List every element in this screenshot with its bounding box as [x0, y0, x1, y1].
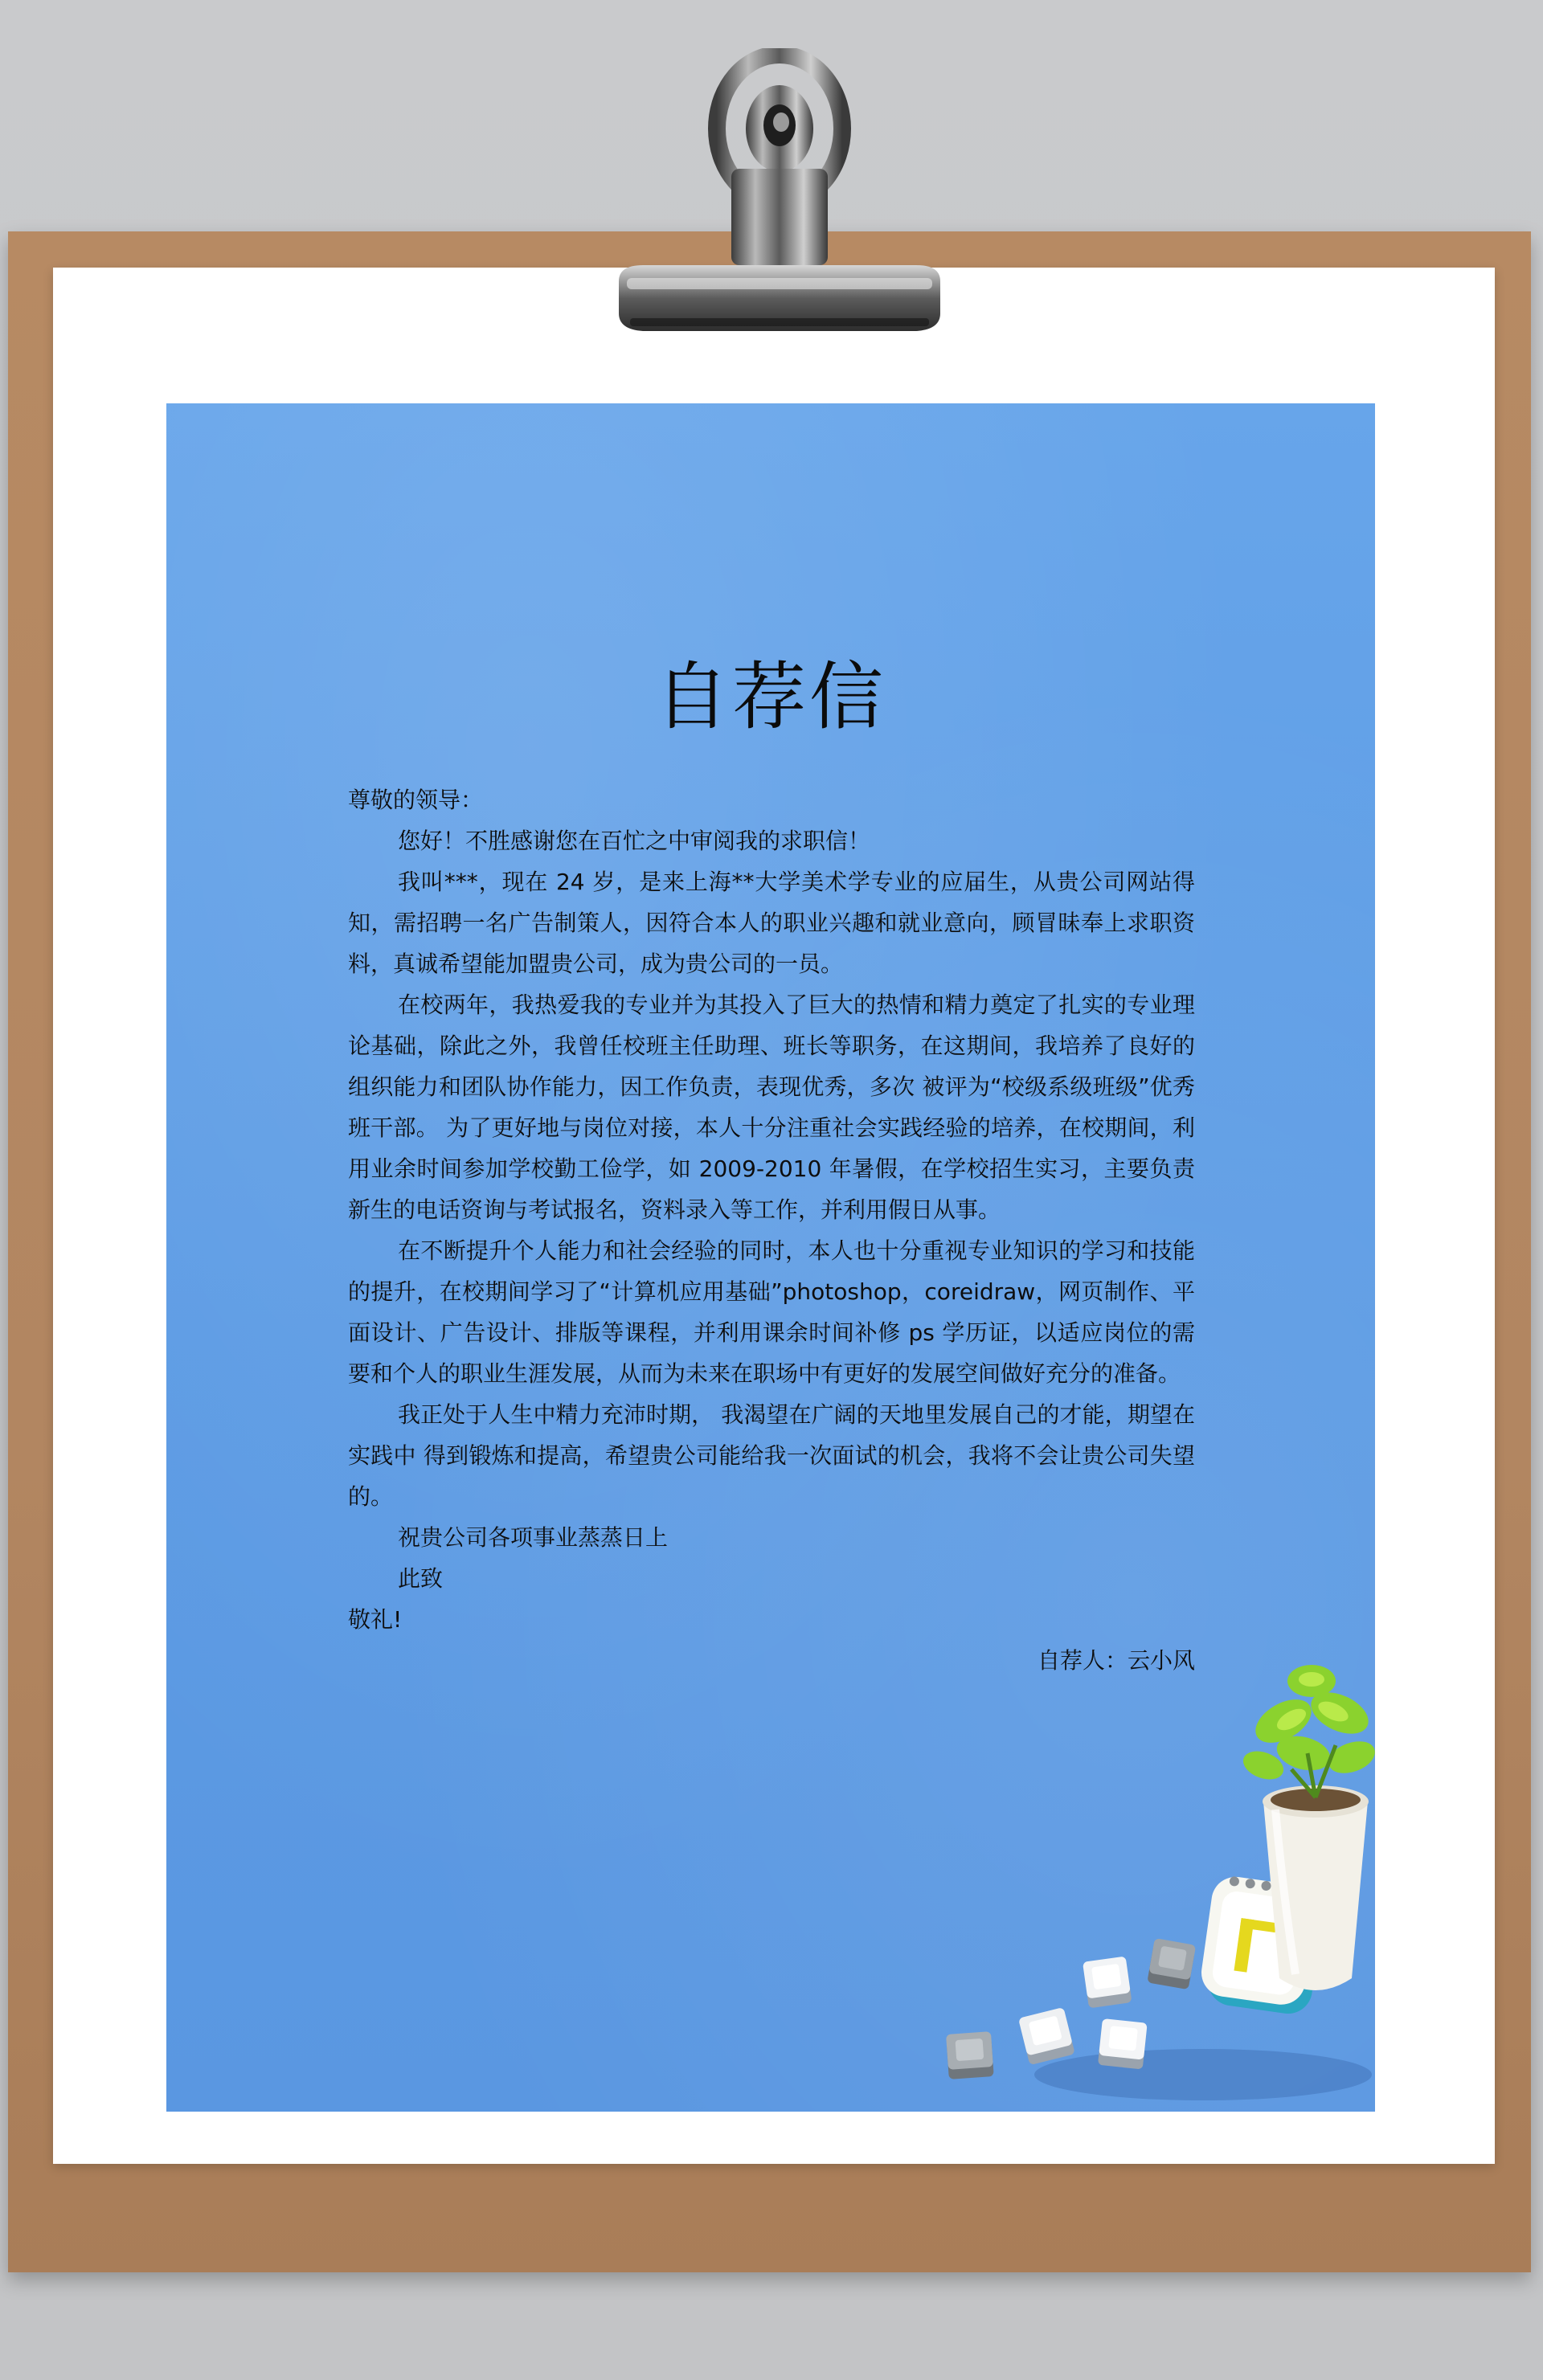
- binder-clip-icon: [611, 48, 948, 354]
- letter-closing: 敬礼!: [348, 1606, 403, 1633]
- letter-title: 自荐信: [654, 654, 886, 740]
- letter-signature: 自荐人：云小风: [1037, 1647, 1195, 1674]
- letter-paragraph: 您好！不胜感谢您在百忙之中审阅我的求职信！: [398, 828, 871, 854]
- letter-paragraph: 我正处于人生中精力充沛时期， 我渴望在广阔的天地里发展自己的才能，期望在实践中 得到锻炼和提高，希望贵公司能给我一次面试的机会，我将不会让贵公司失望的。: [348, 1401, 1195, 1510]
- letter-body: [348, 779, 1195, 1681]
- letter-paragraph: 在校两年，我热爱我的专业并为其投入了巨大的热情和精力奠定了扎实的专业理论基础，除此之外，我曾任校班主任助理、班长等职务，在这期间，我培养了良好的组织能力和团队协作能力，因工作负责，表现优秀，多次 被评为“校级系级班级”优秀班干部。 为了更好地与岗位对接，本人十分注重社会实践经验的培养，在校期间，利用业余时间参加学校勤工俭学，如 2009-2010 年暑假，在学校招生实习，主要负责新生的电话资询与考试报名，资料录入等工作，并利用假日从事。: [348, 992, 1195, 1223]
- letter-paragraph: 我叫***，现在 24 岁，是来上海**大学美术学专业的应届生，从贵公司网站得知，需招聘一名广告制策人，因符合本人的职业兴趣和就业意向，顾冒昧奉上求职资料，真诚希望能加盟贵公司，成为贵公司的一员。: [348, 869, 1195, 977]
- desk-decoration: [938, 1657, 1375, 2112]
- letter-paragraph: 此致: [398, 1565, 444, 1592]
- letter-paragraph: 祝贵公司各项事业蒸蒸日上: [398, 1524, 669, 1551]
- letter-greeting: 尊敬的领导：: [348, 787, 484, 813]
- letter-page: [166, 403, 1375, 2112]
- letter-paragraph: 在不断提升个人能力和社会经验的同时，本人也十分重视专业知识的学习和技能的提升，在校期间学习了“计算机应用基础”photoshop，coreidraw，网页制作、平面设计、广告设计、排版等课程，并利用课余时间补修 ps 学历证，以适应岗位的需要和个人的职业生涯发展，从而为未来在职场中有更好的发展空间做好充分的准备。: [348, 1237, 1195, 1387]
